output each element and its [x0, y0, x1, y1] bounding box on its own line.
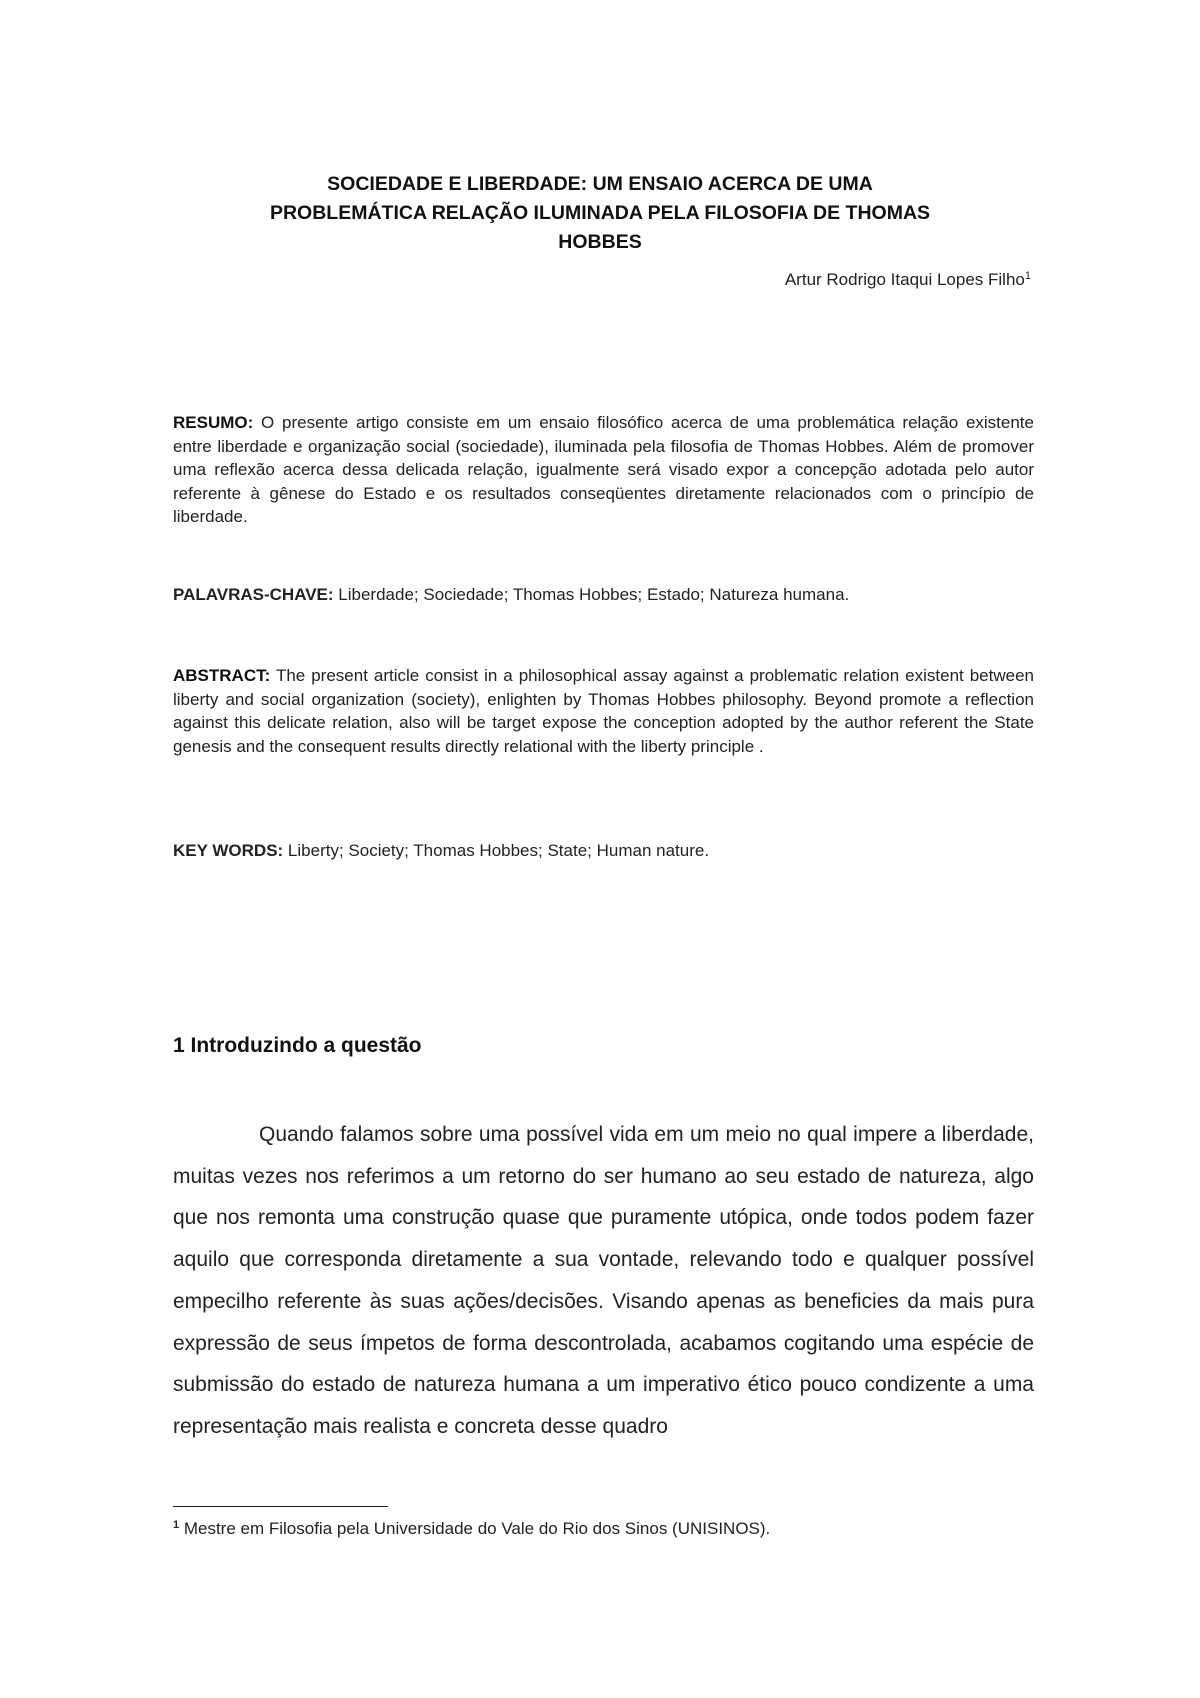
palavras-chave-label: PALAVRAS-CHAVE: — [173, 585, 334, 604]
section-heading: 1 Introduzindo a questão — [173, 1034, 422, 1057]
title-line-3: HOBBES — [558, 231, 642, 253]
abstract-label: ABSTRACT: — [173, 666, 271, 685]
author-footnote-marker: 1 — [1024, 270, 1031, 282]
body-paragraph: Quando falamos sobre uma possível vida em um meio no qual impere a liberdade, muitas vezes nos referimos a um retorno do ser humano ao seu estado de natureza, algo que nos remonta uma construção quase que puramente utópica, onde todos podem fazer aquilo que corresponda diretamente a sua vontade, relevando todo e qualquer possível empecilho referente às suas ações/decisões. Visando apenas as beneficies da mais pura expressão de seus ímpetos de forma descontrolada, acabamos cogitando uma espécie de submissão do estado de natureza humana a um imperativo ético pouco condizente a uma representação mais realista e concreta desse quadro — [173, 1123, 1034, 1438]
footnote-separator — [173, 1506, 388, 1507]
key-words-text: Liberty; Society; Thomas Hobbes; State; Human nature. — [283, 841, 710, 860]
title-line-1: SOCIEDADE E LIBERDADE: UM ENSAIO ACERCA DE UMA — [327, 173, 873, 195]
resumo-label: RESUMO: — [173, 413, 254, 432]
footnote-marker: 1 — [173, 1519, 180, 1531]
paper-title — [170, 170, 1030, 257]
author-line — [785, 265, 1031, 291]
key-words-line — [173, 839, 709, 862]
title-line-2: PROBLEMÁTICA RELAÇÃO ILUMINADA PELA FILOSOFIA DE THOMAS — [269, 202, 931, 224]
abstract-text: The present article consist in a philosophical assay against a problematic relation existent between liberty and social organization (society), enlighten by Thomas Hobbes philosophy. Beyond promote a reflection against this delicate relation, also will be target expose the conception adopted by the author referent the State genesis and the consequent results directly relational with the liberty principle . — [173, 666, 1034, 756]
palavras-chave-line — [173, 583, 849, 606]
resumo-paragraph — [173, 411, 1034, 529]
palavras-chave-text: Liberdade; Sociedade; Thomas Hobbes; Estado; Natureza humana. — [333, 585, 850, 604]
author-name: Artur Rodrigo Itaqui Lopes Filho — [784, 270, 1025, 289]
abstract-paragraph — [173, 664, 1034, 758]
footnote-text: Mestre em Filosofia pela Universidade do Vale do Rio dos Sinos (UNISINOS). — [179, 1519, 771, 1538]
footnote — [173, 1514, 770, 1540]
key-words-label: KEY WORDS: — [173, 841, 284, 860]
resumo-text: O presente artigo consiste em um ensaio filosófico acerca de uma problemática relação existente entre liberdade e organização social (sociedade), iluminada pela filosofia de Thomas Hobbes. Além de promover uma reflexão acerca dessa delicada relação, igualmente será visado expor a concepção adotada pelo autor referente à gênese do Estado e os resultados conseqüentes diretamente relacionados com o princípio de liberdade. — [173, 413, 1034, 526]
